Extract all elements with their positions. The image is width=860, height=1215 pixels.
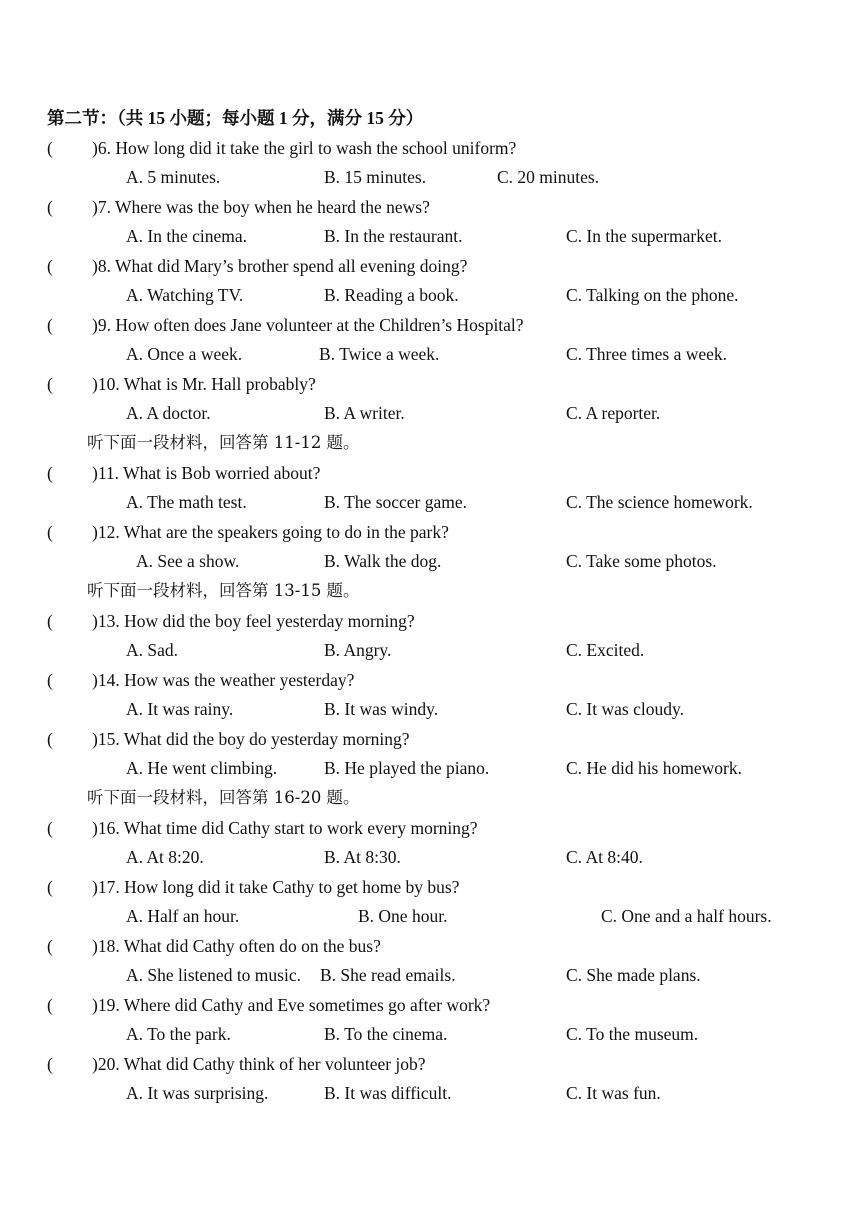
instruction-11-12: 听下面一段材料，回答第 11-12 题。 xyxy=(87,433,360,452)
option-c: C. At 8:40. xyxy=(566,847,643,867)
option-b: B. Walk the dog. xyxy=(324,551,442,571)
option-a: A. Sad. xyxy=(126,640,179,660)
option-c: C. She made plans. xyxy=(566,965,701,985)
question-text: )11. What is Bob worried about? xyxy=(92,463,321,483)
option-b: B. A writer. xyxy=(324,403,405,423)
option-b: B. Reading a book. xyxy=(324,285,459,305)
option-b: B. He played the piano. xyxy=(324,758,490,778)
option-a: A. In the cinema. xyxy=(126,226,247,246)
instruction-16-20: 听下面一段材料，回答第 16-20 题。 xyxy=(87,788,360,807)
section-heading: 第二节：（共 15 小题；每小题 1 分，满分 15 分） xyxy=(47,108,424,128)
question-text: )19. Where did Cathy and Eve sometimes go after work? xyxy=(92,995,491,1015)
answer-blank[interactable]: ( xyxy=(47,936,53,956)
answer-blank[interactable]: ( xyxy=(47,818,53,838)
option-a: A. She listened to music. xyxy=(126,965,301,985)
question-text: )7. Where was the boy when he heard the news? xyxy=(92,197,430,217)
question-text: )10. What is Mr. Hall probably? xyxy=(92,374,316,394)
answer-blank[interactable]: ( xyxy=(47,138,53,158)
option-b: B. It was difficult. xyxy=(324,1083,452,1103)
question-text: )6. How long did it take the girl to wash the school uniform? xyxy=(92,138,517,158)
option-b: B. It was windy. xyxy=(324,699,439,719)
answer-blank[interactable]: ( xyxy=(47,522,53,542)
option-c: C. Excited. xyxy=(566,640,645,660)
answer-blank[interactable]: ( xyxy=(47,877,53,897)
answer-blank[interactable]: ( xyxy=(47,995,53,1015)
option-c: C. Talking on the phone. xyxy=(566,285,739,305)
question-text: )13. How did the boy feel yesterday morning? xyxy=(92,611,415,631)
option-c: C. In the supermarket. xyxy=(566,226,722,246)
option-b: B. To the cinema. xyxy=(324,1024,448,1044)
question-text: )16. What time did Cathy start to work every morning? xyxy=(92,818,478,838)
option-b: B. At 8:30. xyxy=(324,847,401,867)
option-a: A. To the park. xyxy=(126,1024,231,1044)
question-text: )14. How was the weather yesterday? xyxy=(92,670,355,690)
option-a: A. Watching TV. xyxy=(126,285,244,305)
instruction-13-15: 听下面一段材料，回答第 13-15 题。 xyxy=(87,581,360,600)
option-a: A. It was rainy. xyxy=(126,699,234,719)
answer-blank[interactable]: ( xyxy=(47,670,53,690)
answer-blank[interactable]: ( xyxy=(47,729,53,749)
question-text: )18. What did Cathy often do on the bus? xyxy=(92,936,381,956)
option-c: C. A reporter. xyxy=(566,403,661,423)
question-text: )15. What did the boy do yesterday morning? xyxy=(92,729,410,749)
option-c: C. To the museum. xyxy=(566,1024,699,1044)
option-b: B. In the restaurant. xyxy=(324,226,463,246)
option-c: C. Take some photos. xyxy=(566,551,717,571)
option-b: B. She read emails. xyxy=(320,965,456,985)
option-a: A. At 8:20. xyxy=(126,847,204,867)
option-c: C. It was fun. xyxy=(566,1083,661,1103)
option-b: B. 15 minutes. xyxy=(324,167,427,187)
option-b: B. The soccer game. xyxy=(324,492,468,512)
option-c: C. Three times a week. xyxy=(566,344,728,364)
answer-blank[interactable]: ( xyxy=(47,197,53,217)
question-text: )8. What did Mary’s brother spend all evening doing? xyxy=(92,256,468,276)
option-a: A. He went climbing. xyxy=(126,758,278,778)
option-a: A. See a show. xyxy=(136,551,240,571)
answer-blank[interactable]: ( xyxy=(47,315,53,335)
option-c: C. It was cloudy. xyxy=(566,699,684,719)
option-a: A. Half an hour. xyxy=(126,906,240,926)
answer-blank[interactable]: ( xyxy=(47,463,53,483)
question-text: )17. How long did it take Cathy to get home by bus? xyxy=(92,877,460,897)
answer-blank[interactable]: ( xyxy=(47,1054,53,1074)
option-b: B. Angry. xyxy=(324,640,392,660)
option-c: C. One and a half hours. xyxy=(601,906,772,926)
answer-blank[interactable]: ( xyxy=(47,374,53,394)
option-a: A. Once a week. xyxy=(126,344,243,364)
question-text: )9. How often does Jane volunteer at the Children’s Hospital? xyxy=(92,315,524,335)
option-b: B. Twice a week. xyxy=(319,344,440,364)
question-text: )20. What did Cathy think of her volunteer job? xyxy=(92,1054,426,1074)
option-c: C. He did his homework. xyxy=(566,758,742,778)
option-a: A. It was surprising. xyxy=(126,1083,269,1103)
option-c: C. 20 minutes. xyxy=(497,167,600,187)
question-text: )12. What are the speakers going to do in the park? xyxy=(92,522,449,542)
answer-blank[interactable]: ( xyxy=(47,611,53,631)
option-b: B. One hour. xyxy=(358,906,448,926)
answer-blank[interactable]: ( xyxy=(47,256,53,276)
option-a: A. 5 minutes. xyxy=(126,167,221,187)
option-a: A. The math test. xyxy=(126,492,247,512)
option-c: C. The science homework. xyxy=(566,492,753,512)
option-a: A. A doctor. xyxy=(126,403,211,423)
